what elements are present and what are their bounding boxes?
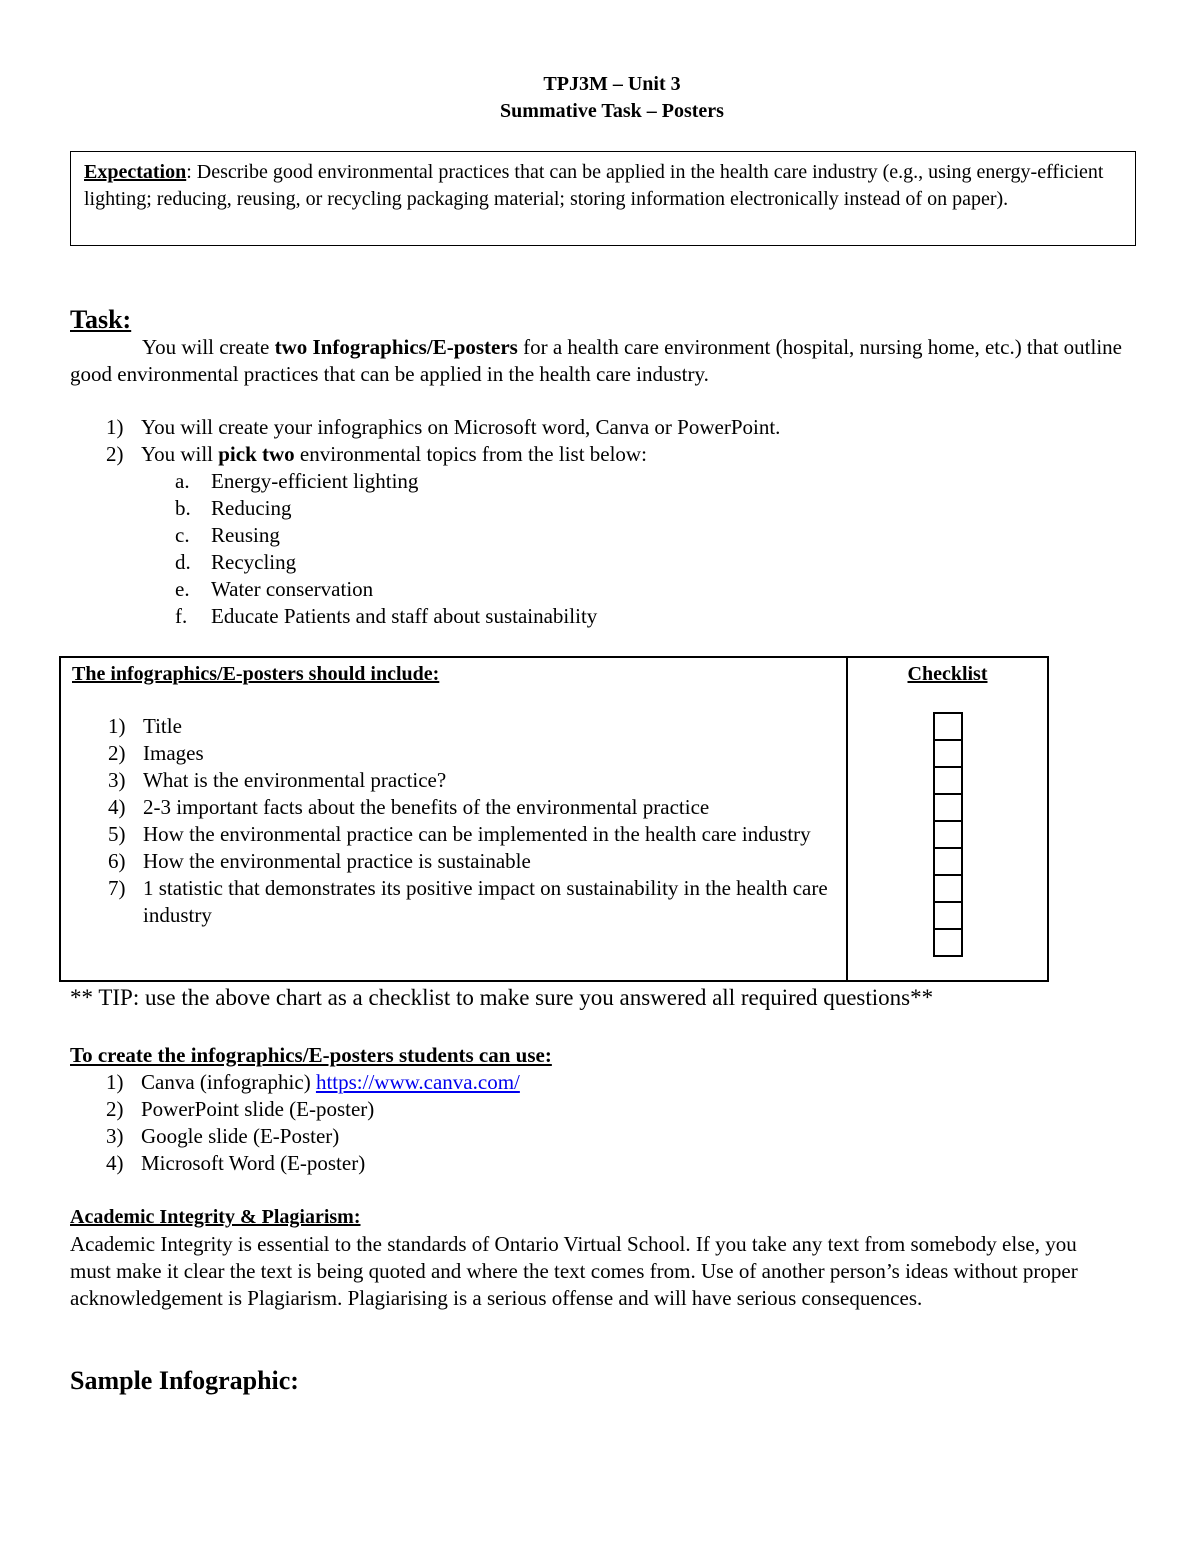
item-text: 2-3 important facts about the benefits of the environmental practice bbox=[143, 795, 710, 819]
checkbox-column bbox=[933, 712, 963, 957]
topic-text: Educate Patients and staff about sustainability bbox=[211, 604, 598, 628]
expectation-text: : Describe good environmental practices that can be applied in the health care industry (e.g., using energy-efficient lighting; reducing, reusing, or recycling packaging material; storing information electronically instead of on paper). bbox=[84, 161, 1104, 210]
list-item bbox=[72, 875, 832, 929]
tool-number: 1) bbox=[106, 1070, 124, 1094]
item-number: 5) bbox=[108, 822, 126, 846]
step-text: You will create your infographics on Microsoft word, Canva or PowerPoint. bbox=[141, 415, 781, 439]
task-intro-before: You will create bbox=[142, 335, 275, 359]
item-number: 7) bbox=[108, 876, 126, 900]
checklist-checkbox[interactable] bbox=[933, 901, 963, 928]
step-text-before: You will bbox=[141, 442, 219, 466]
list-item bbox=[72, 794, 832, 821]
step-text-after: environmental topics from the list below: bbox=[294, 442, 647, 466]
canva-link[interactable]: https://www.canva.com/ bbox=[315, 1070, 520, 1094]
checklist-checkbox[interactable] bbox=[933, 928, 963, 957]
list-item bbox=[72, 848, 832, 875]
academic-integrity-heading: Academic Integrity & Plagiarism: bbox=[70, 1206, 361, 1228]
document-header bbox=[0, 71, 1200, 125]
expectation-box bbox=[70, 151, 1136, 246]
sample-infographic-heading: Sample Infographic: bbox=[70, 1366, 299, 1395]
task-intro bbox=[70, 334, 1130, 388]
topic-letter: d. bbox=[175, 550, 191, 574]
tool-text: Google slide (E-Poster) bbox=[141, 1124, 340, 1148]
topic-text: Reusing bbox=[211, 523, 280, 547]
list-item bbox=[72, 713, 832, 740]
course-title: TPJ3M – Unit 3 bbox=[543, 73, 681, 95]
list-item bbox=[72, 821, 832, 848]
list-item bbox=[70, 522, 1130, 549]
list-item bbox=[70, 1123, 1130, 1150]
tool-number: 3) bbox=[106, 1124, 124, 1148]
topic-letter: e. bbox=[175, 577, 190, 601]
topics-list bbox=[70, 468, 1130, 630]
include-items-list bbox=[72, 713, 832, 929]
list-item bbox=[70, 603, 1130, 630]
checklist-title: Checklist bbox=[907, 663, 988, 685]
list-item bbox=[72, 767, 832, 794]
topic-letter: a. bbox=[175, 469, 190, 493]
academic-integrity-text: Academic Integrity is essential to the standards of Ontario Virtual School. If you take any text from somebody else, you must make it clear the text is being quoted and where the text comes from. Use of another person’s ideas without proper acknowledgement is Plagiarism. Plagiarising is a serious offense and will have serious consequences. bbox=[70, 1232, 1078, 1310]
tools-list bbox=[70, 1069, 1130, 1177]
item-text: How the environmental practice is sustainable bbox=[143, 849, 531, 873]
item-text: Images bbox=[143, 741, 204, 765]
item-number: 4) bbox=[108, 795, 126, 819]
topic-text: Recycling bbox=[211, 550, 297, 574]
step-number: 2) bbox=[106, 442, 124, 466]
list-item bbox=[70, 576, 1130, 603]
include-table-title: The infographics/E-posters should include: bbox=[72, 663, 440, 685]
step-number: 1) bbox=[106, 415, 124, 439]
tool-number: 4) bbox=[106, 1151, 124, 1175]
topic-letter: f. bbox=[175, 604, 188, 628]
checklist-checkbox[interactable] bbox=[933, 847, 963, 874]
list-item bbox=[70, 1096, 1130, 1123]
list-item bbox=[70, 1150, 1130, 1177]
task-intro-after: for a health care environment (hospital, nursing home, etc.) that outline good environmental practices that can be applied in the health care industry. bbox=[70, 335, 1122, 386]
create-heading: To create the infographics/E-posters students can use: bbox=[70, 1043, 552, 1067]
checklist-checkbox[interactable] bbox=[933, 874, 963, 901]
item-number: 6) bbox=[108, 849, 126, 873]
task-intro-bold: two Infographics/E-posters bbox=[274, 335, 518, 359]
tool-text: Microsoft Word (E-poster) bbox=[141, 1151, 366, 1175]
list-item bbox=[70, 441, 1130, 468]
table-divider bbox=[846, 658, 848, 980]
expectation-label: Expectation bbox=[84, 161, 187, 183]
topic-letter: b. bbox=[175, 496, 191, 520]
item-text: How the environmental practice can be implemented in the health care industry bbox=[143, 822, 811, 846]
topic-letter: c. bbox=[175, 523, 190, 547]
task-heading: Task: bbox=[70, 305, 132, 334]
include-checklist-table bbox=[59, 656, 1049, 982]
tool-text: PowerPoint slide (E-poster) bbox=[141, 1097, 375, 1121]
checklist-checkbox[interactable] bbox=[933, 820, 963, 847]
list-item bbox=[70, 468, 1130, 495]
topic-text: Energy-efficient lighting bbox=[211, 469, 419, 493]
topic-text: Water conservation bbox=[211, 577, 374, 601]
tool-text: Canva (infographic) bbox=[141, 1070, 316, 1094]
list-item bbox=[70, 1069, 1130, 1096]
item-text: Title bbox=[143, 714, 182, 738]
item-text: What is the environmental practice? bbox=[143, 768, 447, 792]
item-text: 1 statistic that demonstrates its positive impact on sustainability in the health care industry bbox=[143, 876, 828, 927]
topic-text: Reducing bbox=[211, 496, 292, 520]
list-item bbox=[70, 414, 1130, 441]
item-number: 1) bbox=[108, 714, 126, 738]
checklist-checkbox[interactable] bbox=[933, 766, 963, 793]
list-item bbox=[70, 495, 1130, 522]
task-title: Summative Task – Posters bbox=[500, 100, 724, 122]
checklist-checkbox[interactable] bbox=[933, 793, 963, 820]
checklist-checkbox[interactable] bbox=[933, 712, 963, 739]
tool-number: 2) bbox=[106, 1097, 124, 1121]
step-text-bold: pick two bbox=[218, 442, 295, 466]
task-steps-list bbox=[70, 414, 1130, 468]
checklist-checkbox[interactable] bbox=[933, 739, 963, 766]
list-item bbox=[72, 740, 832, 767]
item-number: 3) bbox=[108, 768, 126, 792]
list-item bbox=[70, 549, 1130, 576]
tip-text: ** TIP: use the above chart as a checklist to make sure you answered all required questions** bbox=[70, 985, 934, 1010]
item-number: 2) bbox=[108, 741, 126, 765]
